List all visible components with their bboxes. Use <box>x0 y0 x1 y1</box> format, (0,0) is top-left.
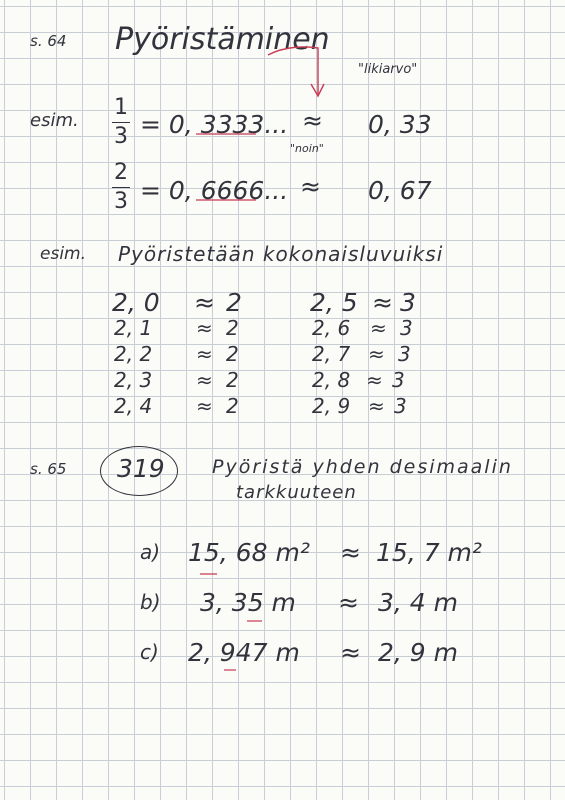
example-label-1: esim. <box>30 110 79 131</box>
round-result: 2 <box>226 342 239 366</box>
task-instruction-line-1: Pyöristä yhden desimaalin <box>212 456 513 478</box>
task-number: 319 <box>117 454 165 483</box>
task-item-label: b) <box>140 590 161 614</box>
round-value: 2, 4 <box>114 394 153 418</box>
task-item-result: 2, 9 m <box>378 638 459 667</box>
round-value: 2, 6 <box>312 316 351 340</box>
round-row <box>112 392 262 418</box>
task-item-value: 15, 68 m² <box>188 538 310 567</box>
round-result: 3 <box>400 316 413 340</box>
round-result: 3 <box>392 368 405 392</box>
round-value: 2, 3 <box>114 368 153 392</box>
round-table-right <box>310 288 460 418</box>
task-item-label: c) <box>140 640 159 664</box>
task-item-result: 3, 4 m <box>378 588 459 617</box>
approx-symbol: ≈ <box>196 394 213 418</box>
fraction-2-denominator: 3 <box>114 189 128 214</box>
approx-symbol: ≈ <box>368 394 385 418</box>
round-value: 2, 8 <box>312 368 351 392</box>
approx-symbol: ≈ <box>196 342 213 366</box>
round-result: 2 <box>226 394 239 418</box>
page-title: Pyöristäminen <box>115 22 330 57</box>
round-value: 2, 5 <box>310 288 358 317</box>
approx-symbol: ≈ <box>340 538 361 567</box>
approx-symbol-1: ≈ <box>302 106 323 135</box>
round-result: 2 <box>226 368 239 392</box>
approx-symbol: ≈ <box>194 288 215 317</box>
page-ref-64: s. 64 <box>30 32 67 50</box>
noin-note: "noin" <box>290 142 324 155</box>
round-row <box>112 288 262 317</box>
page-ref-65: s. 65 <box>30 460 67 478</box>
example-label-2: esim. <box>40 244 87 264</box>
task-item-value: 2, 947 m <box>188 638 300 667</box>
task-item-value: 3, 35 m <box>200 588 296 617</box>
example-2-title: Pyöristetään kokonaisluvuiksi <box>118 242 444 266</box>
round-row <box>310 314 460 340</box>
approx-symbol: ≈ <box>372 288 393 317</box>
round-result: 3 <box>398 342 411 366</box>
likiarvo-note: "likiarvo" <box>358 62 418 77</box>
fraction-1-rounded: 0, 33 <box>368 110 432 139</box>
fraction-2-rounded: 0, 67 <box>368 176 432 205</box>
round-value: 2, 2 <box>114 342 153 366</box>
round-row <box>112 340 262 366</box>
approx-symbol: ≈ <box>340 638 361 667</box>
round-row <box>310 340 460 366</box>
round-value: 2, 9 <box>312 394 351 418</box>
fraction-1-decimal: = 0, 3333... <box>140 110 289 139</box>
round-row <box>112 366 262 392</box>
fraction-1-numerator: 1 <box>114 95 128 120</box>
task-instruction-line-2: tarkkuuteen <box>236 482 357 503</box>
round-value: 2, 1 <box>114 316 153 340</box>
approx-symbol-2: ≈ <box>300 172 321 201</box>
task-item-label: a) <box>140 540 161 564</box>
task-item-b <box>140 588 500 618</box>
approx-symbol: ≈ <box>368 342 385 366</box>
round-row <box>112 314 262 340</box>
approx-symbol: ≈ <box>196 316 213 340</box>
round-row <box>310 288 460 317</box>
task-item-c <box>140 638 500 668</box>
approx-symbol: ≈ <box>196 368 213 392</box>
fraction-2-numerator: 2 <box>114 160 128 185</box>
fraction-1-denominator: 3 <box>114 124 128 149</box>
round-value: 2, 0 <box>112 288 160 317</box>
approx-symbol: ≈ <box>366 368 383 392</box>
task-item-a <box>140 538 500 568</box>
approx-symbol: ≈ <box>370 316 387 340</box>
round-row <box>310 366 460 392</box>
round-result: 3 <box>400 288 416 317</box>
round-table-left <box>112 288 262 418</box>
task-item-result: 15, 7 m² <box>376 538 482 567</box>
fraction-2-decimal: = 0, 6666... <box>140 176 289 205</box>
approx-symbol: ≈ <box>338 588 359 617</box>
round-value: 2, 7 <box>312 342 351 366</box>
round-result: 2 <box>226 288 242 317</box>
round-result: 3 <box>394 394 407 418</box>
round-row <box>310 392 460 418</box>
round-result: 2 <box>226 316 239 340</box>
